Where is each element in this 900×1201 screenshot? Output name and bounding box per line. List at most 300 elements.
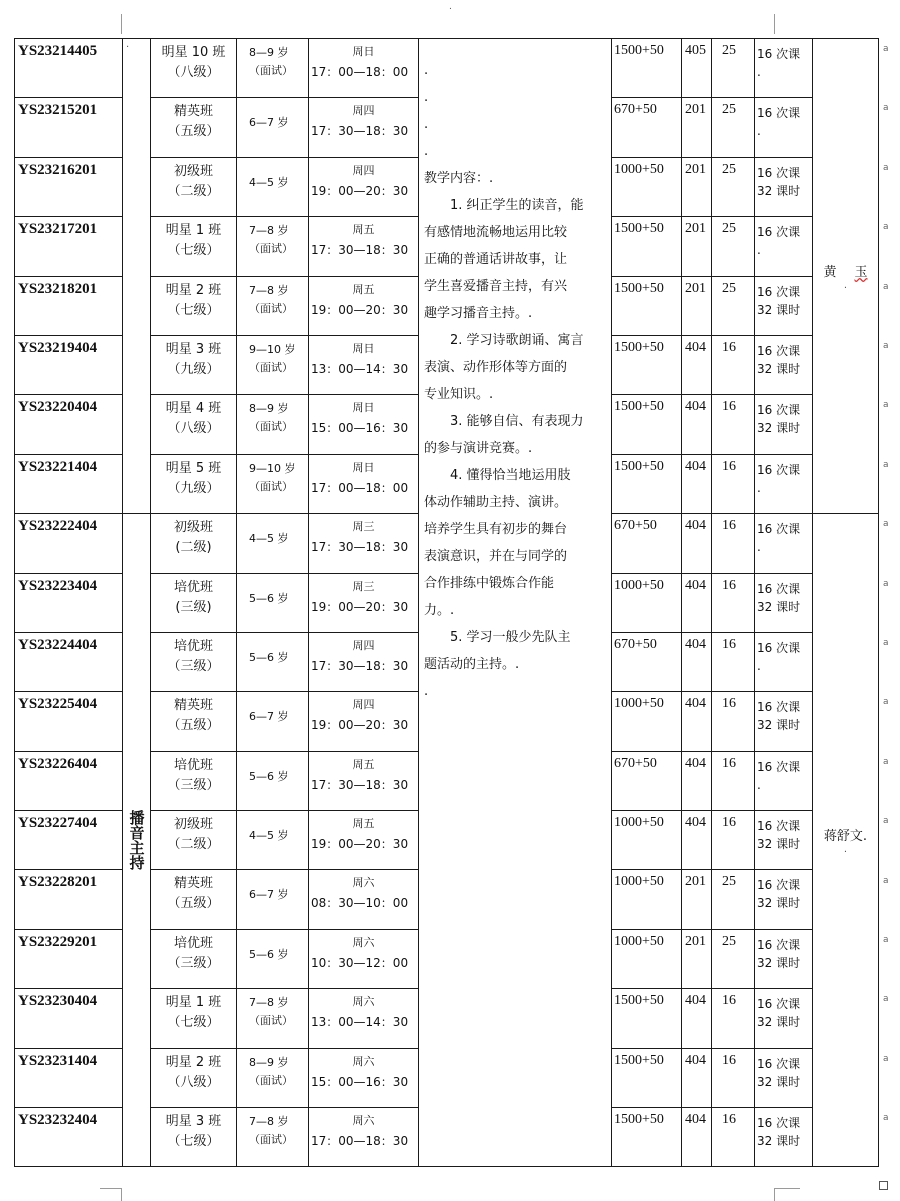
age-cell (237, 929, 309, 988)
content-line: . (424, 63, 429, 78)
table-body (15, 39, 879, 1167)
session-count: 16 次课 (757, 819, 801, 834)
class-name-cell (151, 335, 237, 394)
room-cell: 404 (682, 573, 712, 632)
capacity-cell: 16 (712, 1108, 755, 1167)
session-hours: 32 课时 (757, 718, 801, 733)
session-count: 16 次课 (757, 878, 801, 893)
time-range: 17：30—18：30 (311, 540, 409, 555)
class-name: 明星 2 班 (165, 282, 222, 298)
class-level: （八级） (167, 1074, 220, 1090)
time-range: 08：30—10：00 (311, 896, 409, 911)
sessions-cell (755, 98, 813, 157)
subject-label: 播音主持 (127, 810, 146, 871)
session-hours: 32 课时 (757, 421, 801, 436)
age-range: 8—9 岁 (249, 46, 289, 59)
age-range: 8—9 岁 (249, 402, 289, 416)
time-range: 19：00—20：30 (311, 718, 409, 733)
row-end-mark: a (883, 281, 889, 292)
time-cell (309, 811, 419, 870)
age-note: （面试） (249, 1133, 293, 1147)
row-end-mark: a (883, 1053, 889, 1064)
session-count: 16 次课 (757, 1116, 801, 1131)
content-line: 表演、动作形体等方面的 (424, 360, 568, 375)
class-code-cell: YS23230404 (15, 989, 123, 1048)
session-hours: 32 课时 (757, 1074, 801, 1089)
capacity-cell: 16 (712, 989, 755, 1048)
row-end-mark: a (883, 519, 889, 530)
class-level: （七级） (167, 243, 220, 259)
capacity-cell: 16 (712, 514, 755, 573)
class-name: 培优班 (173, 579, 213, 595)
class-name: 明星 5 班 (165, 460, 222, 476)
sessions-cell (755, 632, 813, 691)
session-hours: 32 课时 (757, 302, 801, 317)
time-range: 15：00—16：30 (311, 421, 409, 436)
class-name: 明星 4 班 (165, 401, 222, 417)
row-end-mark: a (883, 459, 889, 470)
age-cell (237, 1108, 309, 1167)
session-hours: 32 课时 (757, 955, 801, 970)
session-hours: 32 课时 (757, 183, 801, 198)
class-level: （二级） (167, 183, 220, 199)
margin-corner-bottom-left (100, 1188, 121, 1189)
session-count: 16 次课 (757, 106, 801, 121)
capacity-cell: 25 (712, 157, 755, 216)
row-end-mark: a (883, 935, 889, 945)
class-name: 明星 2 班 (165, 1054, 222, 1070)
class-code-cell: YS23218201 (15, 276, 123, 335)
row-end-mark: a (883, 816, 889, 827)
content-line: 1. 纠正学生的读音，能 (450, 198, 584, 213)
session-count: 16 次课 (757, 759, 801, 774)
weekday: 周六 (352, 1054, 375, 1068)
time-range: 17：30—18：30 (311, 658, 409, 673)
class-name-cell (151, 929, 237, 988)
weekday: 周四 (352, 698, 375, 712)
age-range: 7—8 岁 (249, 996, 289, 1010)
sessions-cell (755, 751, 813, 810)
age-note: （面试） (249, 1073, 293, 1087)
weekday: 周四 (352, 163, 375, 177)
capacity-cell: 16 (712, 811, 755, 870)
age-cell (237, 692, 309, 751)
capacity-cell: 16 (712, 632, 755, 691)
session-count: 16 次课 (757, 1056, 801, 1071)
subject-cell-top (123, 39, 151, 514)
age-cell (237, 870, 309, 929)
session-count: 16 次课 (757, 937, 801, 952)
class-level: （八级） (167, 65, 220, 80)
class-name-cell (151, 573, 237, 632)
row-end-mark: a (883, 400, 889, 411)
weekday: 周六 (352, 995, 375, 1009)
class-code-cell: YS23224404 (15, 632, 123, 691)
weekday: 周五 (352, 757, 375, 771)
age-range: 7—8 岁 (249, 283, 289, 297)
row-end-mark: a (883, 44, 889, 54)
fee-cell: 670+50 (612, 514, 682, 573)
session-hours: 32 课时 (757, 361, 801, 376)
age-range: 6—7 岁 (249, 116, 289, 130)
row-end-mark: a (883, 162, 889, 173)
capacity-cell: 16 (712, 454, 755, 513)
session-hours: . (757, 540, 761, 555)
content-line: 4. 懂得恰当地运用肢 (450, 468, 571, 483)
age-note: （面试） (249, 301, 293, 315)
session-hours: . (757, 480, 761, 495)
age-range: 4—5 岁 (249, 175, 289, 189)
class-code-cell: YS23222404 (15, 514, 123, 573)
session-hours: 32 课时 (757, 1134, 801, 1149)
row-end-mark: a (883, 222, 889, 233)
class-level: （七级） (167, 1134, 220, 1150)
class-name: 明星 1 班 (165, 223, 222, 239)
class-name-cell (151, 157, 237, 216)
weekday: 周日 (352, 341, 375, 355)
capacity-cell: 25 (712, 217, 755, 276)
room-cell: 201 (682, 870, 712, 929)
class-code-cell: YS23231404 (15, 1048, 123, 1107)
session-count: 16 次课 (757, 522, 801, 537)
weekday: 周六 (352, 876, 375, 890)
class-code-cell: YS23215201 (15, 98, 123, 157)
room-cell: 404 (682, 335, 712, 394)
time-range: 15：00—16：30 (311, 1074, 409, 1089)
time-range: 17：30—18：30 (311, 777, 409, 792)
sessions-cell (755, 514, 813, 573)
session-count: 16 次课 (757, 165, 801, 180)
sessions-cell (755, 811, 813, 870)
row-end-mark: a (883, 638, 889, 648)
sessions-cell (755, 1048, 813, 1107)
capacity-cell: 16 (712, 692, 755, 751)
margin-corner-bottom-right (774, 1188, 800, 1189)
content-line: 趣学习播音主持。. (424, 306, 533, 321)
class-code-cell: YS23214405 (15, 39, 123, 98)
cell-mark: . (843, 280, 848, 292)
age-range: 6—7 岁 (249, 710, 289, 724)
time-range: 17：30—18：30 (311, 243, 409, 258)
capacity-cell: 25 (712, 870, 755, 929)
teacher-cell (813, 39, 879, 514)
session-count: 16 次课 (757, 403, 801, 418)
class-name-cell (151, 1108, 237, 1167)
age-range: 9—10 岁 (249, 342, 296, 356)
fee-cell: 1500+50 (612, 1108, 682, 1167)
class-name-cell (151, 632, 237, 691)
teacher-name: 黄 (823, 265, 837, 281)
class-name: 精英班 (173, 104, 213, 120)
content-line: . (424, 684, 429, 699)
weekday: 周六 (352, 1114, 375, 1128)
age-cell (237, 632, 309, 691)
session-hours: 32 课时 (757, 1015, 801, 1030)
content-line: 教学内容：. (424, 171, 494, 186)
class-name-cell (151, 811, 237, 870)
class-level: （三级） (167, 777, 220, 793)
age-cell (237, 39, 309, 98)
class-name-cell (151, 989, 237, 1048)
class-name: 初级班 (173, 163, 213, 179)
age-range: 6—7 岁 (249, 888, 289, 902)
fee-cell: 670+50 (612, 751, 682, 810)
time-cell (309, 39, 419, 98)
class-name-cell (151, 39, 237, 98)
age-range: 5—6 岁 (249, 769, 289, 783)
age-range: 5—6 岁 (249, 591, 289, 605)
age-cell (237, 335, 309, 394)
weekday: 周四 (352, 638, 375, 652)
weekday: 周日 (352, 45, 375, 58)
fee-cell: 1500+50 (612, 454, 682, 513)
row-end-mark: a (883, 1113, 889, 1124)
class-level: （五级） (167, 124, 220, 140)
capacity-cell: 25 (712, 276, 755, 335)
weekday: 周四 (352, 104, 375, 118)
class-code-cell: YS23220404 (15, 395, 123, 454)
age-cell (237, 98, 309, 157)
sessions-cell (755, 573, 813, 632)
room-cell: 404 (682, 395, 712, 454)
class-level: （八级） (167, 421, 220, 437)
content-line: 2. 学习诗歌朗诵、寓言 (450, 333, 584, 348)
room-cell: 201 (682, 217, 712, 276)
class-name: 精英班 (173, 698, 213, 714)
content-line: 5. 学习一般少先队主 (450, 630, 571, 645)
capacity-cell: 25 (712, 98, 755, 157)
class-name-cell (151, 395, 237, 454)
time-cell (309, 751, 419, 810)
margin-corner-bottom-left-v (121, 1188, 122, 1201)
teacher-name-2: 玉 (854, 265, 868, 281)
class-name-cell (151, 217, 237, 276)
time-range: 19：00—20：30 (311, 183, 409, 198)
fee-cell: 1000+50 (612, 157, 682, 216)
capacity-cell: 25 (712, 39, 755, 98)
class-name: 明星 10 班 (161, 45, 226, 60)
age-cell (237, 217, 309, 276)
capacity-cell: 16 (712, 573, 755, 632)
class-name: 初级班 (173, 520, 213, 536)
capacity-cell: 16 (712, 335, 755, 394)
class-level: （九级） (167, 361, 220, 377)
weekday: 周六 (352, 935, 375, 949)
time-range: 17：30—18：30 (311, 124, 409, 139)
class-code-cell: YS23225404 (15, 692, 123, 751)
age-cell (237, 276, 309, 335)
class-code-cell: YS23228201 (15, 870, 123, 929)
sessions-cell (755, 276, 813, 335)
class-level: （七级） (167, 302, 220, 318)
class-level: （三级） (167, 658, 220, 674)
class-name-cell (151, 870, 237, 929)
class-name-cell (151, 751, 237, 810)
room-cell: 404 (682, 811, 712, 870)
session-hours: . (757, 124, 761, 139)
row-end-mark: a (883, 103, 889, 114)
fee-cell: 1500+50 (612, 217, 682, 276)
row-end-mark: a (883, 578, 889, 589)
class-name-cell (151, 1048, 237, 1107)
class-level: （五级） (167, 718, 220, 734)
time-range: 17：00—18：00 (311, 65, 409, 79)
weekday: 周三 (352, 520, 375, 534)
teacher-cell (813, 514, 879, 1167)
sessions-cell (755, 1108, 813, 1167)
table-resize-handle[interactable] (879, 1181, 888, 1190)
fee-cell: 1500+50 (612, 335, 682, 394)
row-end-mark: a (883, 875, 889, 886)
class-level: （二级） (167, 837, 220, 853)
age-range: 4—5 岁 (249, 829, 289, 843)
age-note: （面试） (249, 479, 293, 493)
cell-mark: . (843, 844, 848, 856)
content-line: 正确的普通话讲故事，让 (424, 252, 568, 267)
session-hours: 32 课时 (757, 837, 801, 852)
class-name: 明星 3 班 (165, 1114, 222, 1130)
age-range: 4—5 岁 (249, 532, 289, 546)
room-cell: 404 (682, 692, 712, 751)
age-note: （面试） (249, 242, 293, 256)
sessions-cell (755, 692, 813, 751)
sessions-cell (755, 157, 813, 216)
class-code-cell: YS23232404 (15, 1108, 123, 1167)
fee-cell: 1500+50 (612, 39, 682, 98)
course-schedule-table (14, 38, 879, 1167)
fee-cell: 1500+50 (612, 395, 682, 454)
session-hours: . (757, 65, 761, 79)
age-cell (237, 395, 309, 454)
row-end-mark: a (883, 697, 889, 708)
time-range: 13：00—14：30 (311, 1015, 409, 1030)
class-name-cell (151, 454, 237, 513)
age-range: 9—10 岁 (249, 461, 296, 475)
capacity-cell: 16 (712, 395, 755, 454)
session-count: 16 次课 (757, 225, 801, 240)
class-name-cell (151, 692, 237, 751)
sessions-cell (755, 395, 813, 454)
room-cell: 201 (682, 929, 712, 988)
time-cell (309, 395, 419, 454)
time-cell (309, 929, 419, 988)
content-line: 的参与演讲竞赛。. (424, 441, 533, 456)
class-name: 培优班 (173, 757, 213, 773)
session-hours: . (757, 777, 761, 792)
class-name-cell (151, 276, 237, 335)
class-code-cell: YS23229201 (15, 929, 123, 988)
class-name: 精英班 (173, 876, 213, 892)
fee-cell: 1000+50 (612, 870, 682, 929)
sessions-cell (755, 454, 813, 513)
session-count: 16 次课 (757, 284, 801, 299)
content-line: 合作排练中锻炼合作能 (424, 576, 555, 591)
time-cell (309, 870, 419, 929)
fee-cell: 1000+50 (612, 692, 682, 751)
content-line: 题活动的主持。. (424, 657, 520, 672)
content-line: 力。. (424, 603, 455, 618)
age-cell (237, 811, 309, 870)
class-name: 明星 3 班 (165, 341, 222, 357)
sessions-cell (755, 870, 813, 929)
room-cell: 201 (682, 157, 712, 216)
subject-cell (123, 514, 151, 1167)
room-cell: 404 (682, 514, 712, 573)
weekday: 周五 (352, 223, 375, 237)
time-range: 19：00—20：30 (311, 599, 409, 614)
content-line: 专业知识。. (424, 387, 494, 402)
session-count: 16 次课 (757, 47, 801, 61)
weekday: 周三 (352, 579, 375, 593)
room-cell: 404 (682, 751, 712, 810)
time-cell (309, 217, 419, 276)
time-cell (309, 573, 419, 632)
margin-corner-top-right (774, 14, 775, 34)
age-cell (237, 454, 309, 513)
sessions-cell (755, 929, 813, 988)
class-level: （七级） (167, 1015, 220, 1031)
class-name: 初级班 (173, 817, 213, 833)
teacher-name: 蒋舒文. (823, 829, 868, 845)
room-cell: 404 (682, 632, 712, 691)
time-range: 19：00—20：30 (311, 837, 409, 852)
content-line: 体动作辅助主持、演讲。 (424, 495, 568, 510)
age-note: （面试） (249, 420, 293, 434)
age-note: （面试） (249, 360, 293, 374)
class-name-cell (151, 98, 237, 157)
age-range: 7—8 岁 (249, 1115, 289, 1129)
row-end-mark: a (883, 756, 889, 767)
cell-mark: . (126, 39, 130, 50)
fee-cell: 1000+50 (612, 929, 682, 988)
age-cell (237, 1048, 309, 1107)
age-cell (237, 514, 309, 573)
content-line: . (424, 117, 429, 132)
room-cell: 201 (682, 98, 712, 157)
fee-cell: 1500+50 (612, 276, 682, 335)
session-hours: 32 课时 (757, 599, 801, 614)
weekday: 周日 (352, 401, 375, 415)
age-range: 8—9 岁 (249, 1055, 289, 1069)
class-level: （三级） (167, 955, 220, 971)
session-count: 16 次课 (757, 581, 801, 596)
age-cell (237, 157, 309, 216)
time-cell (309, 1108, 419, 1167)
row-end-mark: a (883, 994, 889, 1005)
class-code-cell: YS23217201 (15, 217, 123, 276)
paragraph-mark: . (449, 2, 452, 12)
time-range: 17：00—18：00 (311, 480, 409, 495)
age-cell (237, 751, 309, 810)
time-range: 17：00—18：30 (311, 1134, 409, 1149)
class-level: (三级) (175, 599, 212, 615)
room-cell: 201 (682, 276, 712, 335)
fee-cell: 1000+50 (612, 573, 682, 632)
age-cell (237, 989, 309, 1048)
class-code-cell: YS23221404 (15, 454, 123, 513)
room-cell: 404 (682, 1048, 712, 1107)
room-cell: 404 (682, 1108, 712, 1167)
room-cell: 404 (682, 989, 712, 1048)
fee-cell: 1000+50 (612, 811, 682, 870)
sessions-cell (755, 335, 813, 394)
class-code-cell: YS23223404 (15, 573, 123, 632)
capacity-cell: 16 (712, 1048, 755, 1107)
time-cell (309, 692, 419, 751)
content-line: 表演意识，并在与同学的 (424, 549, 568, 564)
session-count: 16 次课 (757, 462, 801, 477)
margin-corner-top-left (121, 14, 122, 34)
